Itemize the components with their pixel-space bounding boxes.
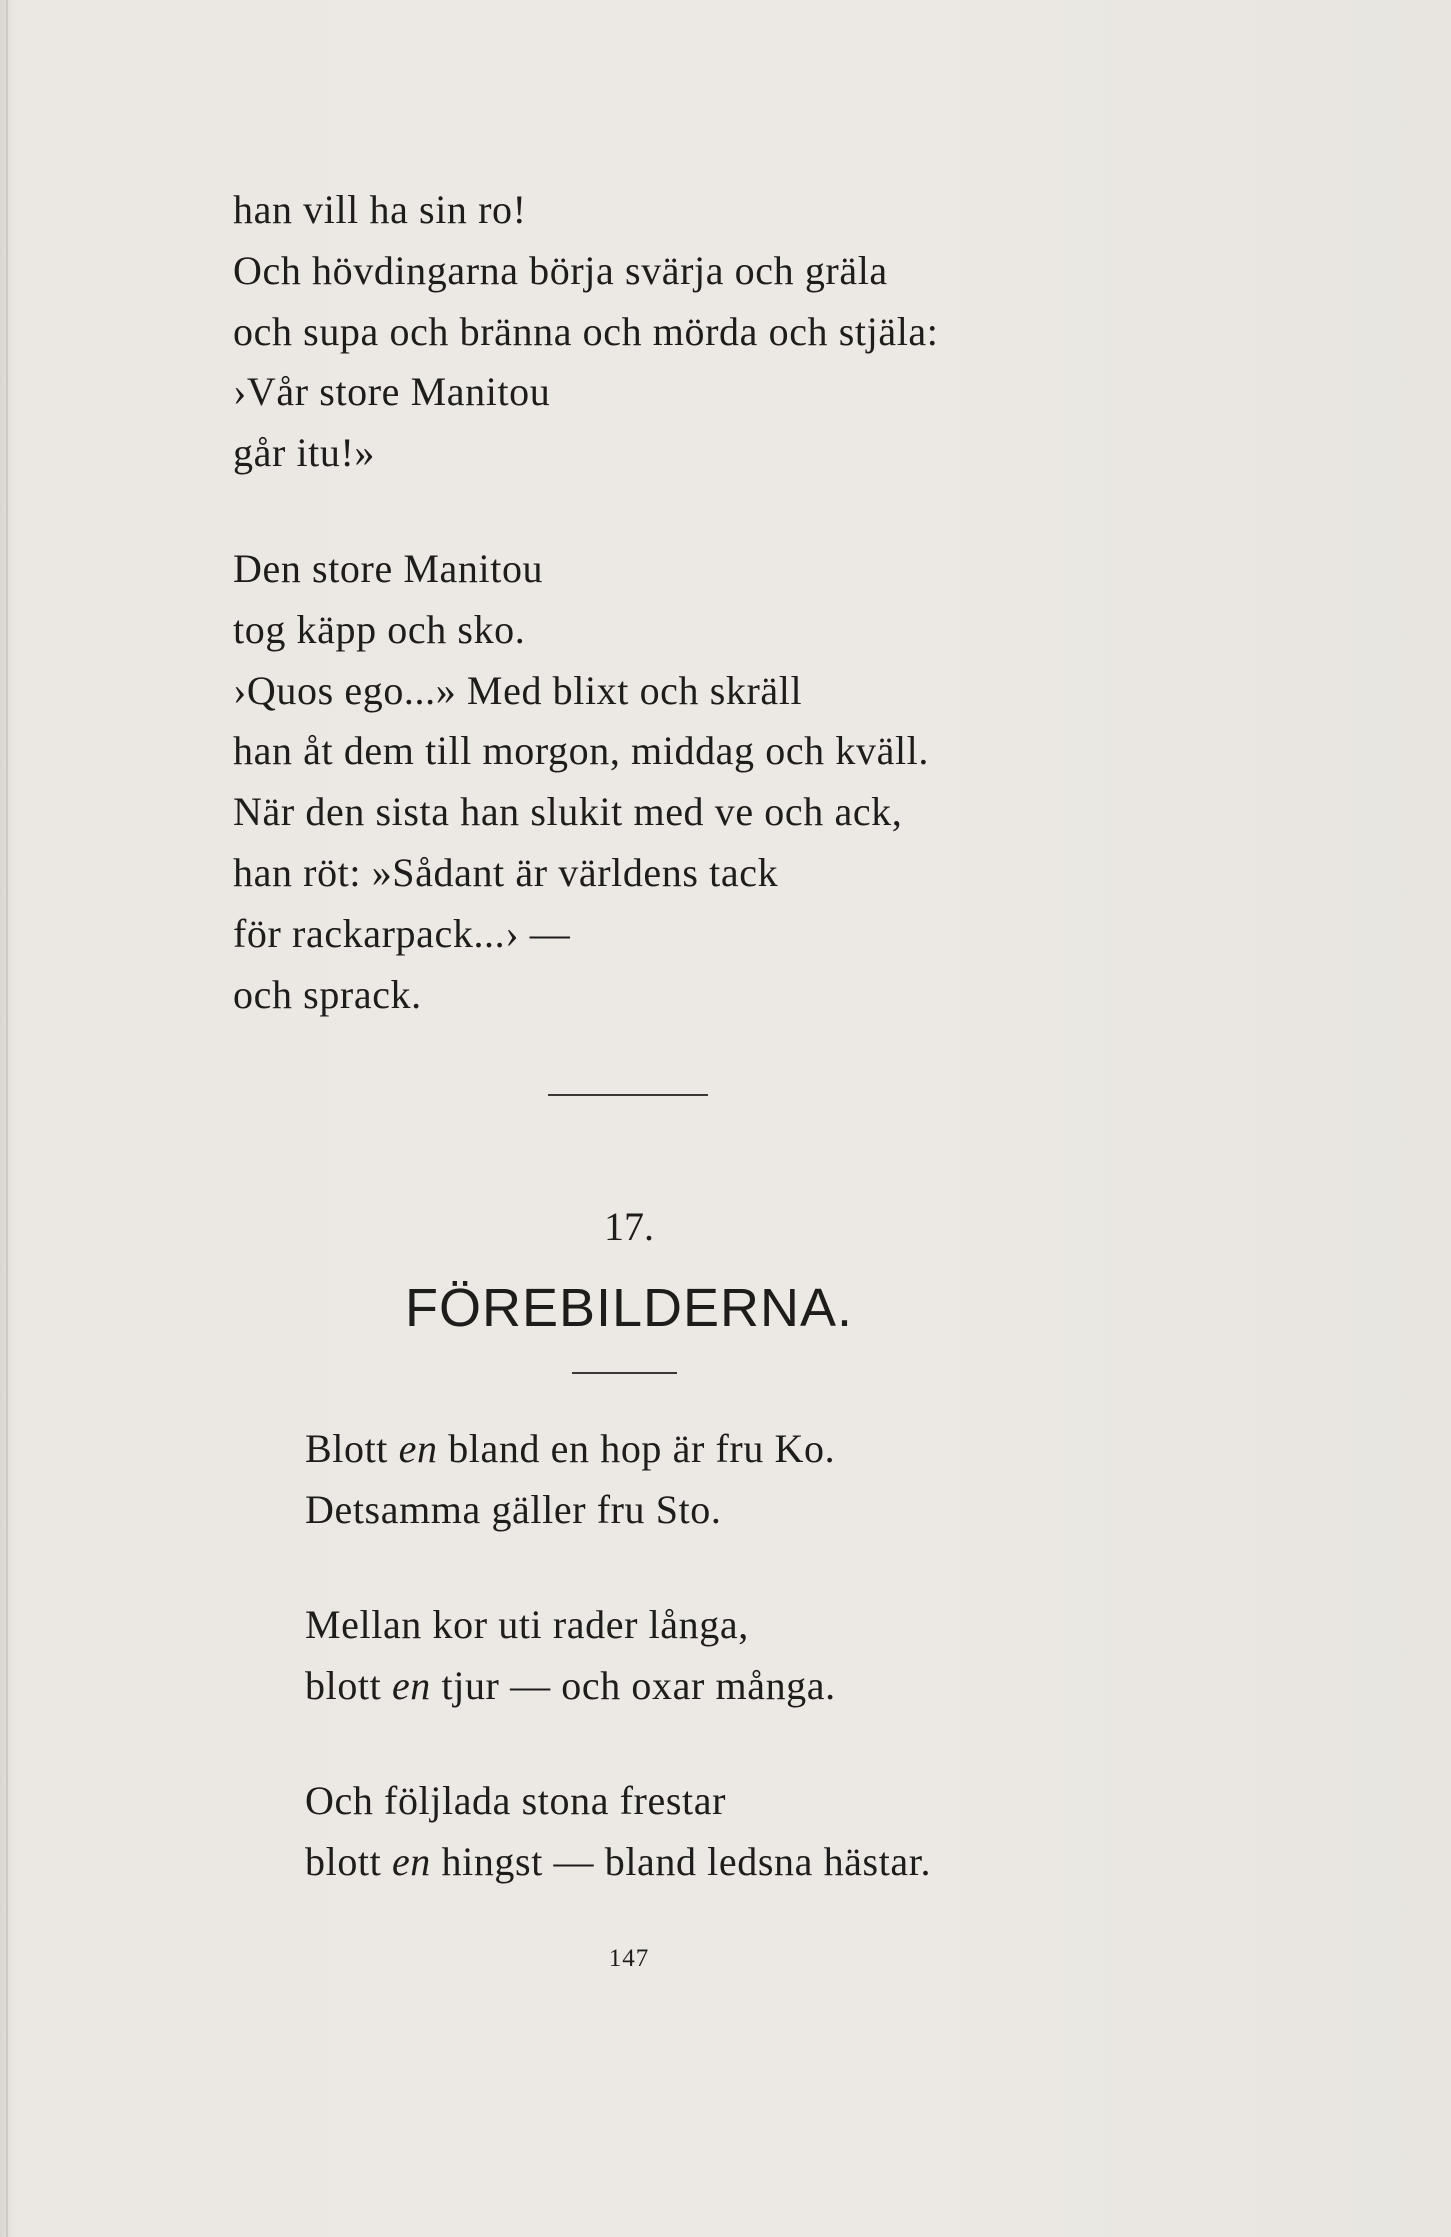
verse-line: han röt: »Sådant är världens tack <box>233 849 779 895</box>
verse-line: Detsamma gäller fru Sto. <box>305 1487 722 1532</box>
verse-text: Blott <box>305 1426 399 1471</box>
verse-line <box>305 1418 1205 1479</box>
verse-line: ›Quos ego...» Med blixt och skräll <box>233 667 803 713</box>
poem-number: 17. <box>604 1204 654 1249</box>
verse-text: blott <box>305 1663 392 1708</box>
section-divider-rule <box>548 1094 708 1096</box>
verse-line: för rackarpack...› — <box>233 910 571 956</box>
verse-line <box>305 1655 1205 1716</box>
poem-body <box>305 1418 1205 1892</box>
stanza-break <box>305 1716 1205 1770</box>
verse-line: han vill ha sin ro! <box>233 187 527 232</box>
verse-line: Mellan kor uti rader långa, <box>305 1602 749 1647</box>
verse-text: hingst — bland ledsna hästar. <box>430 1839 932 1884</box>
verse-line: går itu!» <box>233 430 376 476</box>
emphasized-word: en <box>398 1426 438 1471</box>
verse-line: ›Vår store Manitou <box>233 369 551 415</box>
stanza-break <box>305 1540 1205 1594</box>
page-number: 147 <box>608 1945 650 1972</box>
verse-line: och supa och bränna och mörda och stjäla: <box>233 308 939 354</box>
verse-line: tog käpp och sko. <box>233 606 526 652</box>
continued-poem-text <box>233 180 1233 1025</box>
verse-line: Och hövdingarna börja svärja och gräla <box>233 247 888 293</box>
verse-line <box>305 1831 1205 1892</box>
emphasized-word: en <box>391 1663 431 1708</box>
verse-text: tjur — och oxar många. <box>430 1663 836 1708</box>
poem-title: FÖREBILDERNA. <box>404 1278 854 1338</box>
verse-line: Och följlada stona frestar <box>305 1778 726 1823</box>
page-edge-shadow <box>6 0 8 2237</box>
verse-line: Den store Manitou <box>233 545 544 591</box>
verse-text: bland en hop är fru Ko. <box>437 1426 836 1471</box>
stanza-break <box>233 484 1233 539</box>
verse-line: När den sista han slukit med ve och ack, <box>233 789 903 835</box>
verse-text: blott <box>305 1839 392 1884</box>
title-divider-rule <box>572 1372 677 1374</box>
verse-line: och sprack. <box>233 971 422 1017</box>
emphasized-word: en <box>391 1839 431 1884</box>
verse-line: han åt dem till morgon, middag och kväll. <box>233 728 929 774</box>
